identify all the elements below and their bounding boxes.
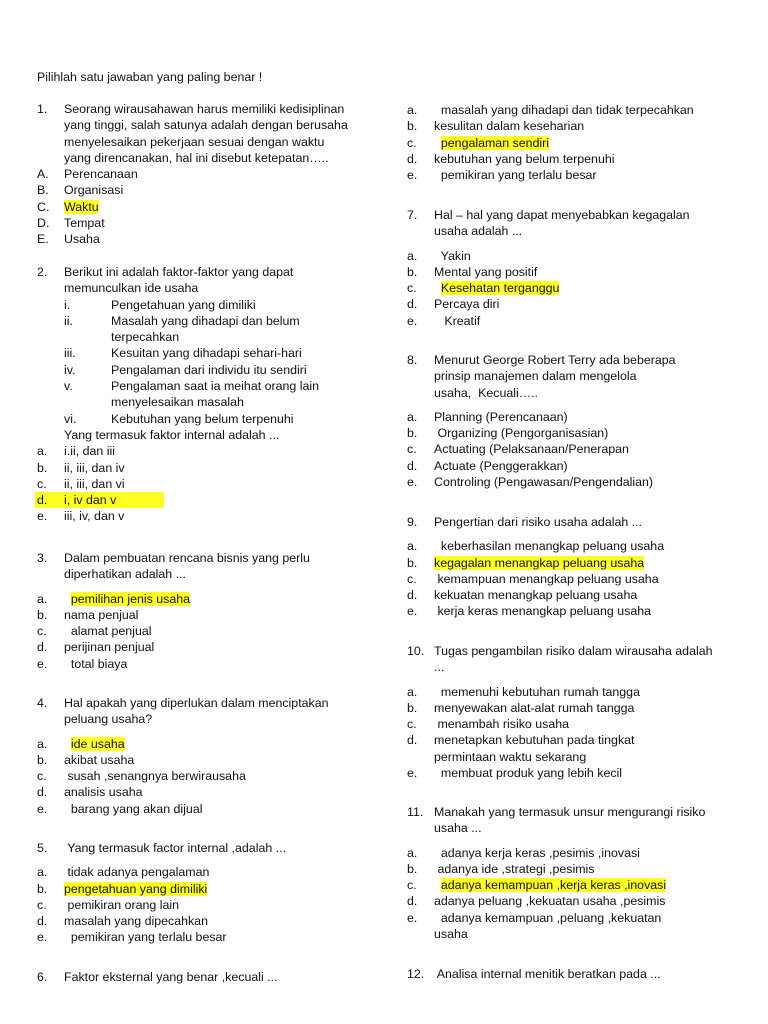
option-c[interactable]	[407, 571, 747, 587]
statement-text: Pengetahuan yang dimiliki	[111, 297, 256, 312]
option-text-highlighted: Kesehatan terganggu	[440, 281, 560, 296]
option-a[interactable]	[37, 864, 377, 880]
spacer	[37, 583, 377, 591]
option-letter: A.	[37, 167, 49, 182]
option-letter: c.	[407, 135, 417, 150]
question-text	[64, 695, 377, 728]
option-text: pemikiran yang terlalu besar	[70, 930, 227, 945]
option-letter: c.	[37, 769, 47, 784]
spacer	[407, 676, 747, 684]
option-b[interactable]	[37, 182, 377, 198]
option-list	[37, 736, 377, 817]
question-4	[37, 695, 377, 817]
option-text-highlighted: ide usaha	[70, 736, 125, 751]
question-number: 1.	[37, 102, 48, 116]
question-text	[434, 514, 747, 530]
option-text-highlighted: pemilihan jenis usaha	[70, 591, 191, 606]
option-letter: b.	[37, 752, 48, 767]
option-c[interactable]	[37, 768, 377, 784]
spacer	[407, 401, 747, 409]
option-text-highlighted: Waktu	[64, 199, 99, 214]
option-b[interactable]	[37, 460, 377, 476]
option-text: membuat produk yang lebih kecil	[440, 766, 623, 781]
option-letter: E.	[37, 232, 49, 247]
option-text: Planning (Perencanaan)	[434, 409, 568, 424]
option-letter: a.	[407, 248, 418, 263]
statement-item	[37, 411, 377, 427]
option-letter: c.	[37, 897, 47, 912]
question-prompt: Yang termasuk faktor internal adalah ...	[64, 427, 280, 442]
question-line: usaha ...	[434, 821, 482, 836]
statement-list	[37, 297, 377, 427]
statement-item	[37, 313, 377, 329]
question-line: Faktor eksternal yang benar ,kecuali ...	[64, 970, 278, 984]
option-c[interactable]	[37, 897, 377, 913]
option-letter: b.	[37, 607, 48, 622]
question-line: Dalam pembuatan rencana bisnis yang perlu	[64, 551, 310, 565]
statement-text: Masalah yang dihadapi dan belum	[111, 313, 300, 328]
option-letter: d.	[407, 458, 418, 473]
option-letter: c.	[37, 476, 47, 491]
option-letter: b.	[407, 426, 418, 441]
question-line: Seorang wirausahawan harus memiliki kedisiplinan	[64, 102, 345, 116]
option-a[interactable]	[407, 409, 747, 425]
option-a[interactable]	[407, 102, 747, 118]
option-text: Perencanaan	[64, 167, 138, 182]
option-c[interactable]	[407, 441, 747, 457]
option-letter: e.	[407, 475, 418, 490]
option-text: susah ,senangnya berwirausaha	[67, 769, 246, 784]
option-letter: a.	[407, 409, 418, 424]
spacer	[407, 837, 747, 845]
option-e[interactable]	[37, 801, 377, 817]
option-d[interactable]	[37, 492, 377, 508]
option-text: kesulitan dalam keseharian	[434, 119, 585, 134]
option-c[interactable]	[407, 716, 747, 732]
option-b[interactable]	[37, 881, 377, 897]
option-text: menyewakan alat-alat rumah tangga	[434, 700, 635, 715]
question-line: Tugas pengambilan risiko dalam wirausaha adalah	[434, 644, 713, 658]
statement-text: Kesuitan yang dihadapi sehari-hari	[111, 346, 302, 361]
option-text: adanya peluang ,kekuatan usaha ,pesimis	[434, 894, 666, 909]
statement-label: ii.	[64, 313, 73, 328]
option-letter: d.	[407, 733, 418, 748]
option-text: perijinan penjual	[64, 640, 155, 655]
option-text: kemampuan menangkap peluang usaha	[437, 571, 659, 586]
option-text: total biaya	[70, 656, 128, 671]
question-line: Hal – hal yang dapat menyebabkan kegagalan	[434, 208, 690, 222]
option-b[interactable]	[37, 607, 377, 623]
question-line: Yang termasuk factor internal ,adalah ...	[64, 841, 287, 855]
option-b[interactable]	[407, 861, 747, 877]
question-number: 7.	[407, 208, 418, 222]
option-b[interactable]	[407, 555, 747, 571]
statement-item	[37, 362, 377, 378]
question-number: 6.	[37, 970, 48, 984]
statement-label: i.	[64, 297, 71, 312]
option-letter: c.	[407, 281, 417, 296]
option-text: Usaha	[64, 232, 100, 247]
option-letter: b.	[407, 555, 418, 570]
question-text	[64, 101, 377, 166]
instruction-text: Pilihlah satu jawaban yang paling benar !	[37, 70, 263, 84]
question-10	[407, 643, 747, 781]
option-text-highlighted: kegagalan menangkap peluang usaha	[434, 555, 645, 570]
option-d-continued	[407, 749, 747, 765]
option-letter: d.	[37, 785, 48, 800]
question-number: 5.	[37, 841, 48, 855]
option-b[interactable]	[407, 118, 747, 134]
option-list	[37, 864, 377, 945]
option-letter: d.	[407, 588, 418, 603]
option-a[interactable]	[407, 538, 747, 554]
question-line: yang direncanakan, hal ini disebut ketepatan…..	[64, 150, 329, 165]
statement-item	[37, 378, 377, 394]
option-text: Actuate (Penggerakkan)	[434, 458, 568, 473]
option-text-highlighted: pengetahuan yang dimiliki	[64, 881, 208, 896]
option-letter: a.	[37, 591, 48, 606]
option-text: Actuating (Pelaksanaan/Penerapan	[434, 442, 629, 457]
option-text: Yakin	[440, 248, 471, 263]
question-line: prinsip manajemen dalam mengelola	[434, 369, 637, 384]
option-text: Controling (Pengawasan/Pengendalian)	[434, 475, 654, 490]
option-letter: d.	[37, 914, 48, 929]
question-number: 8.	[407, 353, 418, 367]
statement-text: Kebutuhan yang belum terpenuhi	[111, 411, 294, 426]
option-letter: c.	[407, 717, 417, 732]
question-line: memunculkan ide usaha	[64, 281, 199, 296]
option-letter: e.	[37, 656, 48, 671]
question-5	[37, 840, 377, 946]
option-d[interactable]	[407, 296, 747, 312]
option-a[interactable]	[407, 248, 747, 264]
option-text: masalah yang dipecahkan	[64, 914, 208, 929]
option-letter: c.	[407, 878, 417, 893]
question-text	[64, 264, 377, 297]
option-letter: a.	[37, 736, 48, 751]
option-letter: a.	[37, 444, 48, 459]
option-e[interactable]	[37, 929, 377, 945]
option-text-highlighted: pengalaman sendiri	[440, 135, 550, 150]
option-letter: e.	[37, 801, 48, 816]
question-8	[407, 352, 747, 490]
option-list	[407, 409, 747, 490]
statement-item	[37, 394, 377, 410]
option-letter: d.	[407, 894, 418, 909]
option-letter: c.	[407, 442, 417, 457]
option-text: akibat usaha	[64, 752, 135, 767]
question-line: diperhatikan adalah ...	[64, 567, 186, 582]
option-c[interactable]	[407, 280, 747, 296]
option-list	[407, 538, 747, 619]
option-letter: e.	[407, 604, 418, 619]
statement-label: v.	[64, 379, 73, 394]
option-c[interactable]	[407, 877, 747, 893]
question-line: Manakah yang termasuk unsur mengurangi risiko	[434, 805, 706, 819]
option-letter: d.	[407, 297, 418, 312]
option-d[interactable]	[37, 913, 377, 929]
question-number: 11.	[407, 805, 424, 819]
option-letter: b.	[37, 460, 48, 475]
option-text: Mental yang positif	[434, 264, 538, 279]
statement-text: Pengalaman saat ia meihat orang lain	[111, 379, 320, 394]
option-e[interactable]	[37, 508, 377, 524]
question-1	[37, 101, 377, 248]
question-line: Berikut ini adalah faktor-faktor yang dapat	[64, 265, 294, 279]
option-text: alamat penjual	[70, 624, 152, 639]
option-e[interactable]	[407, 313, 747, 329]
option-text: i.ii, dan iii	[64, 444, 115, 459]
option-letter: e.	[37, 930, 48, 945]
option-d[interactable]	[407, 732, 747, 748]
option-text: Organisasi	[64, 183, 124, 198]
option-e[interactable]	[407, 910, 747, 926]
option-text: Kreatif	[444, 313, 481, 328]
statement-text: terpecahkan	[111, 330, 180, 345]
option-c[interactable]	[407, 135, 747, 151]
option-d[interactable]	[37, 639, 377, 655]
option-text: kekuatan menangkap peluang usaha	[434, 588, 638, 603]
option-letter: d.	[37, 640, 48, 655]
question-line: usaha, Kecuali…..	[434, 385, 539, 400]
question-number: 9.	[407, 515, 418, 529]
option-a[interactable]	[37, 166, 377, 182]
option-letter: a.	[407, 103, 418, 117]
option-text: analisis usaha	[64, 785, 143, 800]
question-text	[434, 207, 747, 240]
option-text: adanya kerja keras ,pesimis ,inovasi	[440, 845, 640, 860]
option-b[interactable]	[37, 752, 377, 768]
spacer	[407, 530, 747, 538]
option-a[interactable]	[407, 684, 747, 700]
option-list	[37, 166, 377, 247]
option-text: nama penjual	[64, 607, 139, 622]
option-text: adanya kemampuan ,peluang ,kekuatan	[440, 910, 662, 925]
question-text	[64, 969, 377, 985]
option-letter: b.	[407, 700, 418, 715]
option-e[interactable]	[407, 603, 747, 619]
question-line: menyelesaikan pekerjaan sesuai dengan waktu	[64, 134, 325, 149]
option-letter: b.	[407, 119, 418, 134]
spacer	[37, 728, 377, 736]
option-text: adanya ide ,strategi ,pesimis	[437, 861, 595, 876]
option-letter: e.	[407, 766, 418, 781]
option-letter: a.	[407, 684, 418, 699]
option-letter: B.	[37, 183, 49, 198]
option-letter: e.	[407, 910, 418, 925]
option-text: ii, iii, dan iv	[64, 460, 125, 475]
question-line: Pengertian dari risiko usaha adalah ...	[434, 515, 643, 529]
option-letter: a.	[407, 845, 418, 860]
question-line: Hal apakah yang diperlukan dalam menciptakan	[64, 696, 329, 710]
option-d[interactable]	[37, 784, 377, 800]
option-letter: d.	[37, 493, 48, 508]
option-text: memenuhi kebutuhan rumah tangga	[440, 684, 640, 699]
option-letter: e.	[407, 168, 418, 183]
option-letter: c.	[37, 624, 47, 639]
option-text: permintaan waktu sekarang	[434, 749, 587, 764]
option-letter: c.	[407, 571, 417, 586]
option-e[interactable]	[37, 231, 377, 247]
question-3	[37, 550, 377, 672]
option-text: usaha	[434, 927, 468, 942]
option-e[interactable]	[407, 474, 747, 490]
option-text: masalah yang dihadapi dan tidak terpecahkan	[440, 103, 694, 117]
option-text: keberhasilan menangkap peluang usaha	[440, 539, 665, 554]
question-line: peluang usaha?	[64, 712, 153, 727]
option-list	[407, 102, 747, 183]
statement-label: iii.	[64, 346, 76, 361]
question-line: usaha adalah ...	[434, 224, 523, 239]
option-list	[407, 845, 747, 943]
option-list	[407, 248, 747, 329]
option-text-highlighted: i, iv dan v	[64, 493, 117, 508]
question-line: Analisa internal menitik beratkan pada ...	[434, 967, 661, 981]
question-text	[434, 643, 747, 676]
option-d[interactable]	[407, 458, 747, 474]
option-text: pemikiran yang terlalu besar	[440, 168, 597, 183]
option-text: tidak adanya pengalaman	[67, 865, 210, 880]
question-6-options	[407, 102, 747, 183]
option-text: Tempat	[64, 216, 105, 231]
option-b[interactable]	[407, 700, 747, 716]
option-a[interactable]	[37, 443, 377, 459]
question-6	[37, 969, 377, 985]
option-d[interactable]	[407, 151, 747, 167]
question-text	[434, 352, 747, 401]
option-text: Percaya diri	[434, 297, 500, 312]
question-number: 3.	[37, 551, 48, 565]
question-number: 12.	[407, 967, 425, 981]
option-text: pemikiran orang lain	[67, 897, 180, 912]
question-line: ...	[434, 660, 445, 675]
statement-label: iv.	[64, 362, 76, 377]
question-text	[434, 966, 747, 982]
statement-item	[37, 345, 377, 361]
question-11	[407, 804, 747, 942]
question-line: yang tinggi, salah satunya adalah dengan berusaha	[64, 118, 348, 133]
question-2	[37, 264, 377, 525]
question-line: Menurut George Robert Terry ada beberapa	[434, 353, 676, 367]
option-e[interactable]	[407, 765, 747, 781]
option-e[interactable]	[37, 656, 377, 672]
option-letter: b.	[37, 881, 48, 896]
option-a[interactable]	[37, 591, 377, 607]
option-text: menetapkan kebutuhan pada tingkat	[434, 733, 635, 748]
option-text: kerja keras menangkap peluang usaha	[437, 604, 651, 619]
option-c[interactable]	[37, 476, 377, 492]
statement-item	[37, 329, 377, 345]
option-letter: a.	[37, 865, 48, 880]
option-text: barang yang akan dijual	[70, 801, 203, 816]
spacer	[37, 856, 377, 864]
option-letter: d.	[407, 151, 418, 166]
option-b[interactable]	[407, 264, 747, 280]
option-a[interactable]	[407, 845, 747, 861]
option-text: ii, iii, dan vi	[64, 476, 125, 491]
option-letter: b.	[407, 264, 418, 279]
option-list	[37, 591, 377, 672]
question-text	[64, 550, 377, 583]
option-letter: a.	[407, 539, 418, 554]
option-c[interactable]	[37, 199, 377, 215]
option-d[interactable]	[407, 893, 747, 909]
question-text	[64, 840, 377, 856]
option-text-highlighted: adanya kemampuan ,kerja keras ,inovasi	[440, 878, 667, 893]
question-number: 4.	[37, 696, 48, 710]
question-text	[434, 804, 747, 837]
option-b[interactable]	[407, 425, 747, 441]
statement-text: menyelesaikan masalah	[111, 395, 244, 410]
option-letter: e.	[37, 509, 48, 524]
question-12	[407, 966, 747, 982]
option-a[interactable]	[37, 736, 377, 752]
question-9	[407, 514, 747, 620]
option-list	[407, 684, 747, 782]
option-text: kebutuhan yang belum terpenuhi	[434, 151, 615, 166]
option-text: iii, iv, dan v	[64, 509, 125, 524]
statement-item	[37, 297, 377, 313]
option-letter: C.	[37, 199, 50, 214]
option-d[interactable]	[37, 215, 377, 231]
question-number: 2.	[37, 265, 48, 279]
question-7	[407, 207, 747, 329]
option-text: Organizing (Pengorganisasian)	[437, 426, 609, 441]
option-list	[37, 443, 377, 524]
option-letter: D.	[37, 216, 50, 231]
option-e-continued	[407, 926, 747, 942]
option-text: menambah risiko usaha	[437, 717, 570, 732]
question-number: 10.	[407, 644, 425, 658]
statement-label: vi.	[64, 411, 77, 426]
statement-text: Pengalaman dari individu itu sendiri	[111, 362, 307, 377]
option-c[interactable]	[37, 623, 377, 639]
spacer	[407, 240, 747, 248]
option-e[interactable]	[407, 167, 747, 183]
option-letter: e.	[407, 313, 418, 328]
option-d[interactable]	[407, 587, 747, 603]
option-letter: b.	[407, 861, 418, 876]
